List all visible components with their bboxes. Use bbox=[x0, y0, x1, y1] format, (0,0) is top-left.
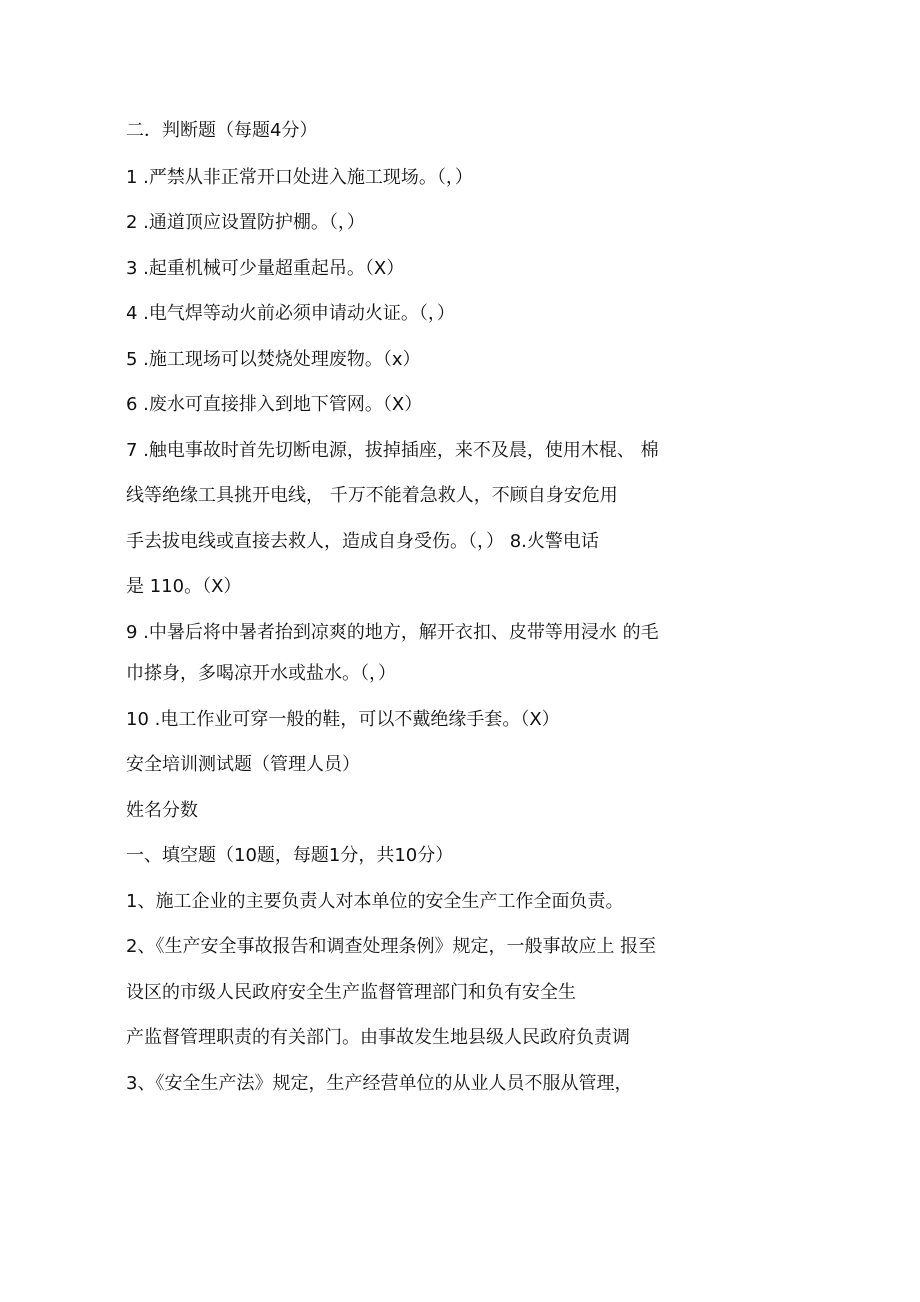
question-line: 手去拔电线或直接去救人，造成自身受伤。（，） 8.火警电话 bbox=[126, 531, 599, 552]
question-line: 线等绝缘工具挑开电线， 千万不能着急救人，不顾自身安危用 bbox=[126, 485, 618, 506]
test-title: 安全培训测试题（管理人员） bbox=[126, 754, 360, 775]
question-line: 6 .废水可直接排入到地下管网。（X） bbox=[126, 394, 423, 415]
question-line: 巾搽身，多喝凉开水或盐水。（，） bbox=[126, 663, 396, 684]
question-line: 3、《安全生产法》规定，生产经营单位的从业人员不服从管理， bbox=[126, 1073, 633, 1094]
question-line: 9 .中暑后将中暑者抬到凉爽的地方，解开衣扣、皮带等用浸水 的毛 bbox=[126, 622, 659, 643]
question-line: 1 .严禁从非正常开口处进入施工现场。（，） bbox=[126, 167, 473, 188]
question-line: 2 .通道顶应设置防护棚。（，） bbox=[126, 212, 365, 233]
question-line: 1、施工企业的主要负责人对本单位的安全生产工作全面负责。 bbox=[126, 891, 624, 912]
question-line: 10 .电工作业可穿一般的鞋，可以不戴绝缘手套。（X） bbox=[126, 709, 560, 730]
question-line: 产监督管理职责的有关部门。由事故发生地县级人民政府负责调 bbox=[126, 1027, 630, 1048]
name-score-line: 姓名分数 bbox=[126, 800, 198, 821]
section-heading-true-false: 二．判断题（每题4分） bbox=[126, 120, 318, 141]
question-line: 2、《生产安全事故报告和调查处理条例》规定，一般事故应上 报至 bbox=[126, 936, 657, 957]
question-line: 是 110。（X） bbox=[126, 576, 242, 597]
section-heading-fill-blank: 一、填空题（10题，每题1分，共10分） bbox=[126, 845, 454, 866]
question-line: 7 .触电事故时首先切断电源，拔掉插座，来不及晨，使用木棍、 棉 bbox=[126, 440, 659, 461]
question-line: 4 .电气焊等动火前必须申请动火证。（，） bbox=[126, 303, 455, 324]
question-line: 5 .施工现场可以焚烧处理废物。（x） bbox=[126, 349, 421, 370]
question-line: 3 .起重机械可少量超重起吊。（X） bbox=[126, 258, 405, 279]
question-line: 设区的市级人民政府安全生产监督管理部门和负有安全生 bbox=[126, 982, 576, 1003]
